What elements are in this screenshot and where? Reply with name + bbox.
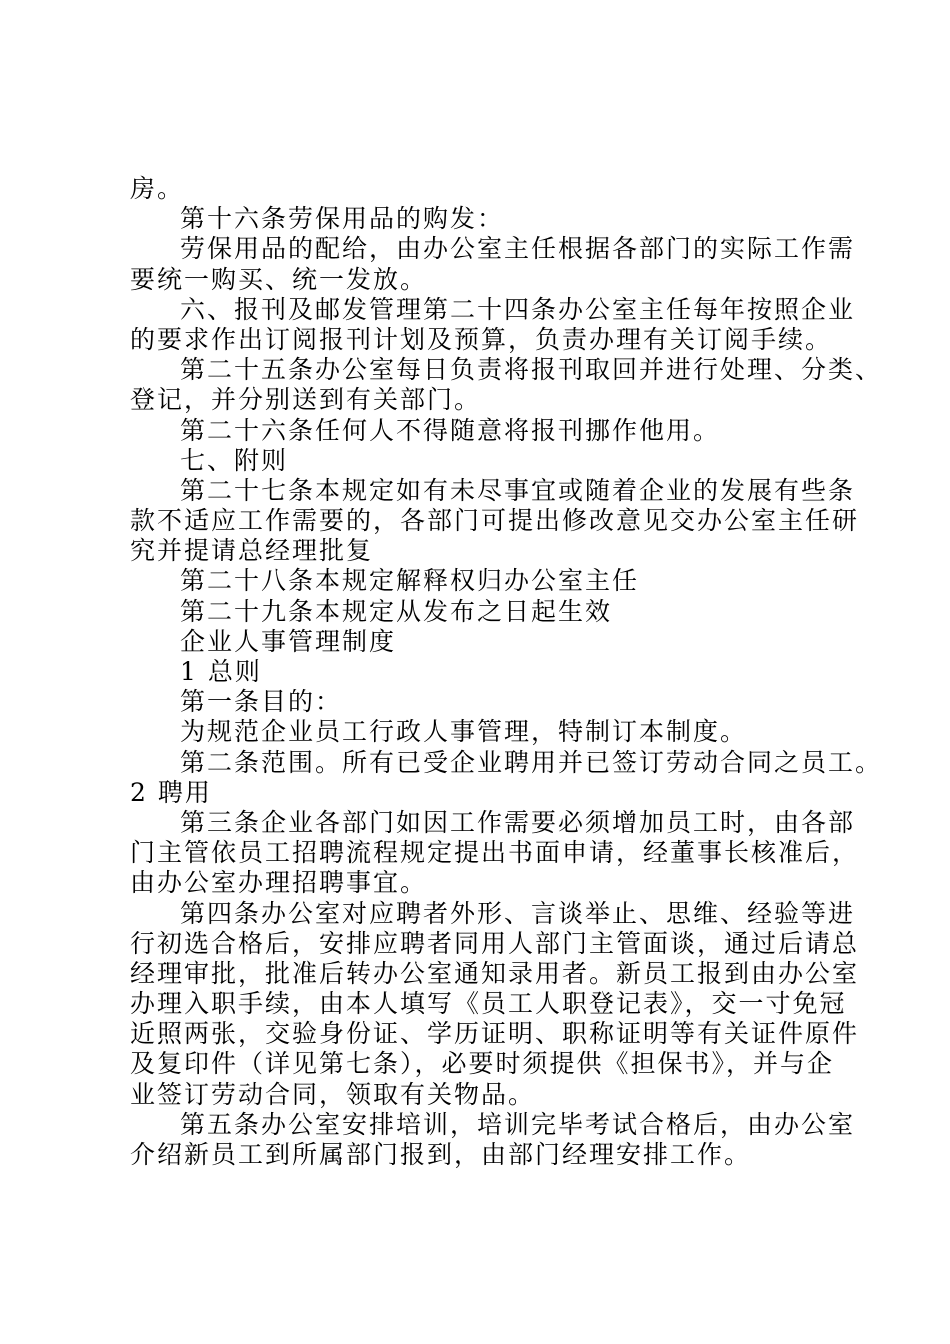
text-line: 为规范企业员工行政人事管理，特制订本制度。	[180, 717, 748, 747]
text-line: 由办公室办理招聘事宜。	[130, 868, 428, 898]
text-line: 第二条范围。所有已受企业聘用并已签订劳动合同之员工。	[180, 747, 883, 777]
text-line: 究并提请总经理批复	[130, 536, 374, 566]
section-heading: 1 总则	[180, 657, 262, 686]
text-line: 业签订劳动合同，领取有关物品。	[130, 1079, 536, 1109]
text-line: 六、报刊及邮发管理第二十四条办公室主任每年按照企业	[180, 294, 856, 324]
text-line: 登记，并分别送到有关部门。	[130, 385, 482, 415]
text-line: 第五条办公室安排培训，培训完毕考试合格后，由办公室	[180, 1109, 856, 1139]
text-line: 介绍新员工到所属部门报到，由部门经理安排工作。	[130, 1140, 752, 1169]
text-line: 劳保用品的配给，由办公室主任根据各部门的实际工作需	[180, 234, 856, 264]
text-line: 款不适应工作需要的，各部门可提出修改意见交办公室主任研	[130, 506, 860, 536]
text-line: 第二十九条本规定从发布之日起生效	[180, 596, 613, 626]
text-line: 第三条企业各部门如因工作需要必须增加员工时，由各部	[180, 807, 856, 837]
text-line: 第二十六条任何人不得随意将报刊挪作他用。	[180, 415, 721, 445]
text-line: 房。	[130, 174, 185, 203]
section-heading: 2 聘用	[130, 777, 212, 807]
section-heading: 七、附则	[180, 445, 289, 475]
text-line: 要统一购买、统一发放。	[130, 264, 428, 294]
text-line: 第四条办公室对应聘者外形、言谈举止、思维、经验等进	[180, 898, 856, 928]
text-line: 及复印件（详见第七条），必要时须提供《担保书》，并与企	[130, 1049, 835, 1079]
text-line: 办理入职手续，由本人填写《员工人职登记表》，交一寸免冠	[130, 989, 847, 1019]
text-line: 门主管依员工招聘流程规定提出书面申请，经董事长核准后，	[130, 838, 860, 868]
text-line: 行初选合格后，安排应聘者同用人部门主管面谈，通过后请总	[130, 928, 860, 958]
text-line: 第一条目的：	[180, 687, 343, 717]
text-line: 近照两张，交验身份证、学历证明、职称证明等有关证件原件	[130, 1019, 860, 1049]
document-title: 企业人事管理制度	[180, 626, 397, 656]
text-line: 第二十八条本规定解释权归办公室主任	[180, 566, 640, 596]
text-line: 第二十七条本规定如有未尽事宜或随着企业的发展有些条	[180, 475, 856, 505]
text-line: 第十六条劳保用品的购发：	[180, 204, 505, 234]
text-line: 的要求作出订阅报刊计划及预算，负责办理有关订阅手续。	[130, 324, 833, 354]
document-body	[130, 174, 883, 1170]
text-line: 经理审批，批准后转办公室通知录用者。新员工报到由办公室	[130, 958, 860, 988]
text-line: 第二十五条办公室每日负责将报刊取回并进行处理、分类、	[180, 355, 883, 385]
